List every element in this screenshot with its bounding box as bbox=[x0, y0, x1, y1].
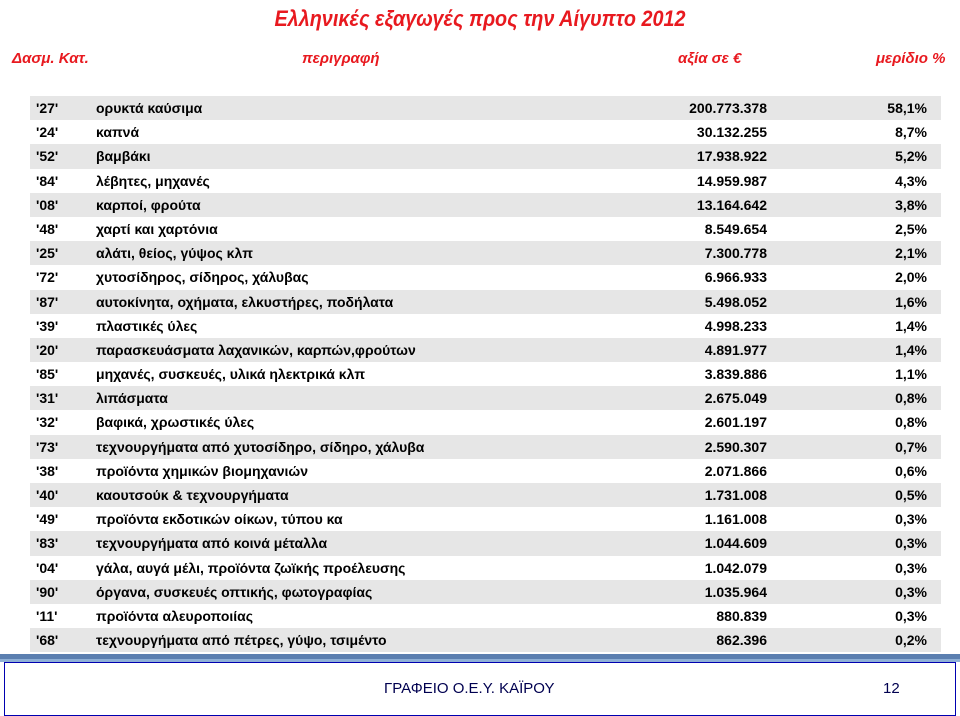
row-code: '11' bbox=[36, 607, 58, 624]
row-description: βαμβάκι bbox=[96, 148, 151, 165]
row-share: 2,0% bbox=[895, 269, 927, 286]
row-value: 1.042.079 bbox=[704, 559, 767, 576]
exports-table bbox=[30, 96, 941, 652]
header-description: περιγραφή bbox=[302, 50, 380, 67]
row-code: '20' bbox=[36, 341, 59, 358]
row-code: '83' bbox=[36, 535, 59, 552]
row-description: προϊόντα χημικών βιομηχανιών bbox=[96, 462, 308, 479]
row-share: 1,4% bbox=[895, 341, 927, 358]
footer bbox=[0, 654, 960, 716]
row-code: '85' bbox=[36, 366, 59, 383]
row-value: 2.601.197 bbox=[704, 414, 767, 431]
row-value: 4.998.233 bbox=[704, 317, 767, 334]
row-code: '87' bbox=[36, 293, 59, 310]
row-share: 4,3% bbox=[895, 172, 927, 189]
row-description: μηχανές, συσκευές, υλικά ηλεκτρικά κλπ bbox=[96, 366, 366, 383]
table-row bbox=[30, 483, 941, 507]
row-code: '49' bbox=[36, 511, 59, 528]
row-description: βαφικά, χρωστικές ύλες bbox=[96, 414, 255, 431]
row-value: 17.938.922 bbox=[696, 148, 767, 165]
page-number: 12 bbox=[883, 680, 900, 697]
row-code: '24' bbox=[36, 124, 59, 141]
header-value: αξία σε € bbox=[678, 50, 742, 67]
table-row bbox=[30, 531, 941, 555]
row-value: 3.839.886 bbox=[704, 366, 767, 383]
row-value: 2.675.049 bbox=[704, 390, 767, 407]
table-row bbox=[30, 120, 941, 144]
table-row bbox=[30, 507, 941, 531]
row-description: αλάτι, θείος, γύψος κλπ bbox=[96, 245, 253, 262]
table-row bbox=[30, 459, 941, 483]
table-row bbox=[30, 169, 941, 193]
row-share: 0,2% bbox=[895, 632, 927, 649]
row-share: 58,1% bbox=[887, 100, 927, 116]
row-code: '27' bbox=[36, 100, 59, 116]
row-description: παρασκευάσματα λαχανικών, καρπών,φρούτων bbox=[96, 341, 416, 358]
row-code: '25' bbox=[36, 245, 59, 262]
row-share: 2,1% bbox=[895, 245, 927, 262]
row-value: 1.035.964 bbox=[704, 583, 767, 600]
row-share: 0,3% bbox=[895, 607, 927, 624]
row-code: '32' bbox=[36, 414, 59, 431]
row-code: '72' bbox=[36, 269, 59, 286]
row-description: τεχνουργήματα από κοινά μέταλλα bbox=[96, 535, 328, 552]
row-value: 1.731.008 bbox=[704, 487, 767, 503]
row-value: 862.396 bbox=[716, 632, 767, 649]
table-row bbox=[30, 144, 941, 168]
row-value: 14.959.987 bbox=[696, 172, 767, 189]
row-code: '73' bbox=[36, 438, 59, 455]
row-value: 6.966.933 bbox=[704, 269, 767, 286]
table-row bbox=[30, 435, 941, 459]
row-value: 2.590.307 bbox=[704, 438, 767, 455]
row-code: '48' bbox=[36, 220, 59, 237]
row-description: όργανα, συσκευές οπτικής, φωτογραφίας bbox=[96, 583, 373, 600]
table-row bbox=[30, 338, 941, 362]
table-row bbox=[30, 265, 941, 289]
table-row bbox=[30, 96, 941, 120]
row-code: '04' bbox=[36, 559, 59, 576]
row-value: 5.498.052 bbox=[704, 293, 767, 310]
row-share: 2,5% bbox=[895, 220, 927, 237]
row-value: 4.891.977 bbox=[704, 341, 767, 358]
row-share: 8,7% bbox=[895, 124, 927, 141]
row-share: 1,4% bbox=[895, 317, 927, 334]
row-value: 880.839 bbox=[716, 607, 767, 624]
row-share: 0,5% bbox=[895, 487, 927, 503]
row-share: 1,1% bbox=[895, 366, 927, 383]
row-value: 200.773.378 bbox=[689, 100, 767, 116]
row-description: γάλα, αυγά μέλι, προϊόντα ζωϊκής προέλευσης bbox=[96, 559, 406, 576]
header-share: μερίδιο % bbox=[876, 50, 946, 67]
row-code: '52' bbox=[36, 148, 59, 165]
row-description: αυτοκίνητα, οχήματα, ελκυστήρες, ποδήλατα bbox=[96, 293, 394, 310]
row-description: λέβητες, μηχανές bbox=[96, 172, 210, 189]
table-row bbox=[30, 241, 941, 265]
table-row bbox=[30, 556, 941, 580]
row-description: προϊόντα εκδοτικών οίκων, τύπου κα bbox=[96, 511, 343, 528]
row-description: προϊόντα αλευροποιίας bbox=[96, 607, 254, 624]
row-description: καπνά bbox=[96, 124, 140, 141]
row-description: τεχνουργήματα από πέτρες, γύψο, τσιμέντο bbox=[96, 632, 387, 649]
table-row bbox=[30, 580, 941, 604]
row-description: ορυκτά καύσιμα bbox=[96, 100, 203, 116]
row-value: 8.549.654 bbox=[704, 220, 767, 237]
row-value: 30.132.255 bbox=[696, 124, 767, 141]
row-description: πλαστικές ύλες bbox=[96, 317, 198, 334]
row-code: '31' bbox=[36, 390, 59, 407]
row-code: '39' bbox=[36, 317, 59, 334]
row-description: καουτσούκ & τεχνουργήματα bbox=[96, 487, 289, 503]
table-row bbox=[30, 386, 941, 410]
table-row bbox=[30, 290, 941, 314]
row-description: χαρτί και χαρτόνια bbox=[96, 220, 218, 237]
page-title: Ελληνικές εξαγωγές προς την Αίγυπτο 2012 bbox=[274, 6, 686, 31]
row-description: τεχνουργήματα από χυτοσίδηρο, σίδηρο, χάλυβα bbox=[96, 438, 425, 455]
header-code: Δασμ. Κατ. bbox=[12, 50, 89, 67]
row-share: 0,3% bbox=[895, 511, 927, 528]
row-share: 0,3% bbox=[895, 559, 927, 576]
row-share: 0,3% bbox=[895, 583, 927, 600]
table-row bbox=[30, 362, 941, 386]
row-description: χυτοσίδηρος, σίδηρος, χάλυβας bbox=[96, 269, 309, 286]
table-row bbox=[30, 604, 941, 628]
row-code: '68' bbox=[36, 632, 59, 649]
row-description: λιπάσματα bbox=[96, 390, 168, 407]
table-row bbox=[30, 217, 941, 241]
row-value: 1.044.609 bbox=[704, 535, 767, 552]
row-share: 0,8% bbox=[895, 390, 927, 407]
row-share: 1,6% bbox=[895, 293, 927, 310]
table-row bbox=[30, 628, 941, 652]
row-share: 0,6% bbox=[895, 462, 927, 479]
row-code: '38' bbox=[36, 462, 59, 479]
row-value: 2.071.866 bbox=[704, 462, 767, 479]
table-row bbox=[30, 410, 941, 434]
table-row bbox=[30, 314, 941, 338]
row-share: 0,8% bbox=[895, 414, 927, 431]
row-share: 5,2% bbox=[895, 148, 927, 165]
row-share: 0,3% bbox=[895, 535, 927, 552]
table-row bbox=[30, 193, 941, 217]
row-code: '90' bbox=[36, 583, 59, 600]
row-value: 7.300.778 bbox=[704, 245, 767, 262]
footer-office: ΓΡΑΦΕΙΟ Ο.Ε.Υ. ΚΑΪΡΟΥ bbox=[384, 680, 555, 697]
row-value: 13.164.642 bbox=[696, 196, 767, 213]
row-description: καρποί, φρούτα bbox=[96, 196, 201, 213]
row-code: '40' bbox=[36, 487, 59, 503]
row-value: 1.161.008 bbox=[704, 511, 767, 528]
row-share: 3,8% bbox=[895, 196, 927, 213]
row-code: '08' bbox=[36, 196, 59, 213]
table-header bbox=[0, 50, 960, 70]
row-share: 0,7% bbox=[895, 438, 927, 455]
row-code: '84' bbox=[36, 172, 59, 189]
